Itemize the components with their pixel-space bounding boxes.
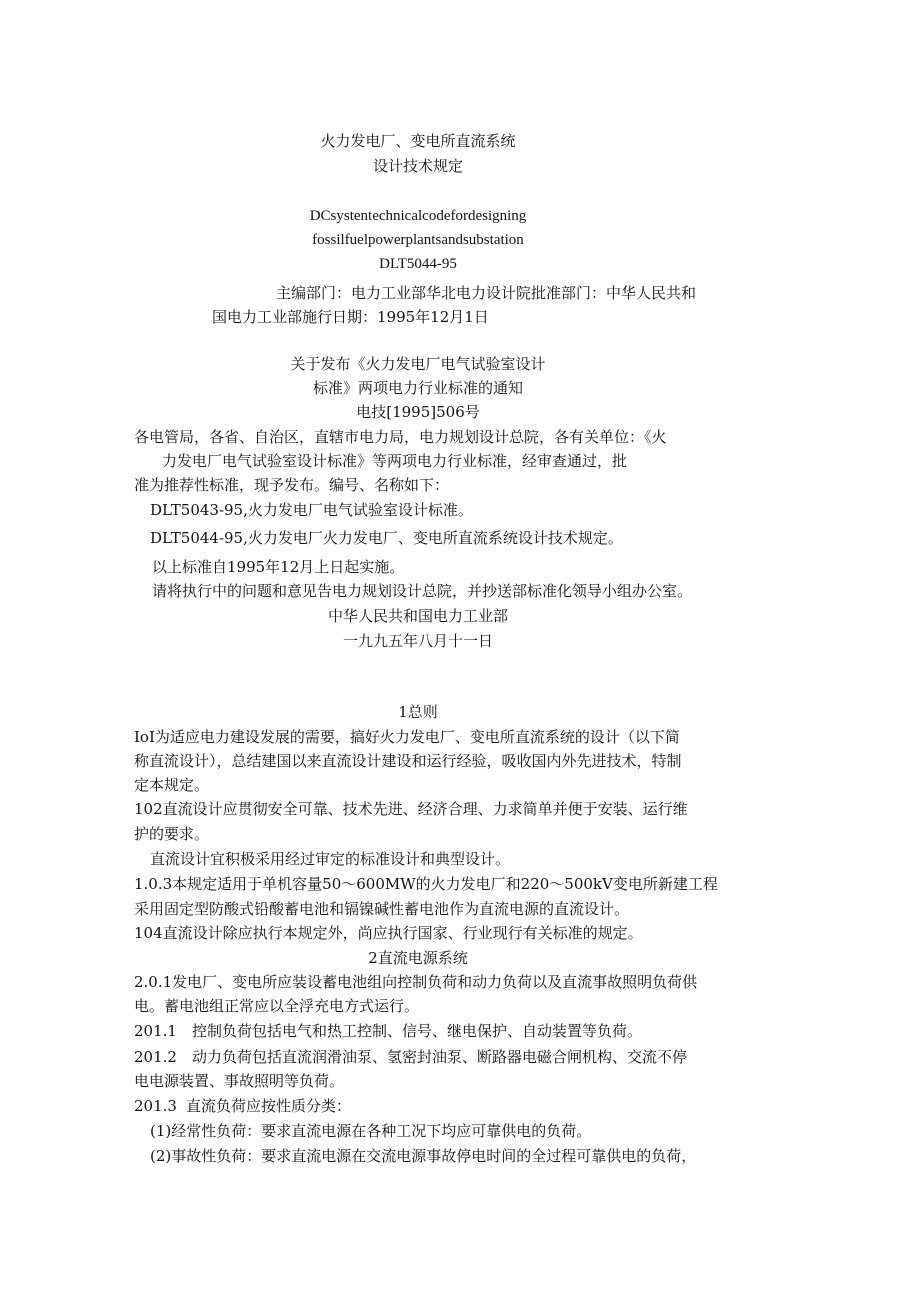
meta-line2: 国电力工业部施行日期：1995年12月1日 (212, 308, 489, 326)
notice-title-line2: 标准》两项电力行业标准的通知 (312, 379, 523, 397)
clause-102-line3: 直流设计宜积极采用经过审定的标准设计和典型设计。 (150, 850, 511, 868)
notice-body-line1: 各电管局，各省、自治区，直辖市电力局，电力规划设计总院，各有关单位：《火 (134, 428, 667, 446)
clause-201-line2: 电。蓄电池组正常应以全浮充电方式运行。 (134, 997, 420, 1015)
notice-doc-number: 电技[1995]506号 (356, 403, 480, 421)
doc-title-english-line2: fossilfuelpowerplantsandsubstation (312, 232, 524, 248)
notice-effective-date: 以上标准自1995年12月上日起实施。 (152, 558, 405, 576)
clause-2012-number: 201.2 (134, 1048, 177, 1066)
doc-code: DLT5044-95 (379, 256, 457, 272)
clause-103-line1: 1.0.3本规定适用于单机容量50～600MW的火力发电厂和220～500kV变电所新建工程 (134, 875, 718, 893)
clause-2012-text-line1: 动力负荷包括直流润滑油泵、氢密封油泵、断路器电磁合闸机构、交流不停 (192, 1048, 688, 1066)
clause-101-line3: 定本规定。 (134, 776, 210, 794)
clause-2011-text: 控制负荷包括电气和热工控制、信号、继电保护、自动装置等负荷。 (192, 1022, 643, 1040)
clause-2011-number: 201.1 (134, 1022, 177, 1040)
clause-2013-text: 直流负荷应按性质分类： (186, 1097, 352, 1115)
clause-101-line2: 称直流设计），总结建国以来直流设计建设和运行经验，吸收国内外先进技术，特制 (134, 752, 682, 770)
clause-101-line1: IoI为适应电力建设发展的需要，搞好火力发电厂、变电所直流系统的设计（以下简 (134, 728, 680, 746)
notice-request: 请将执行中的问题和意见告电力规划设计总院，并抄送部标准化领导小组办公室。 (152, 582, 693, 600)
clause-103-line2: 采用固定型防酸式铅酸蓄电池和镉镍碱性蓄电池作为直流电源的直流设计。 (134, 900, 630, 918)
notice-issuer: 中华人民共和国电力工业部 (327, 607, 508, 625)
notice-date: 一九九五年八月十一日 (342, 632, 493, 650)
notice-item2: DLT5044-95,火力发电厂火力发电厂、变电所直流系统设计技术规定。 (150, 529, 623, 547)
doc-title-english-line1: DCsystentechnicalcodefordesigning (309, 208, 527, 224)
clause-2012-text-line2: 电电源装置、事故照明等负荷。 (134, 1072, 345, 1090)
notice-body-line3: 准为推荐性标准，现予发布。编号、名称如下： (134, 476, 450, 494)
meta-line1: 主编部门：电力工业部华北电力设计院批准部门：中华人民共和 (276, 284, 697, 302)
section1-heading: 1总则 (398, 703, 438, 721)
notice-body-line2: 力发电厂电气试验室设计标准》等两项电力行业标准，经审查通过，批 (162, 452, 628, 470)
load-type-item1: (1)经常性负荷：要求直流电源在各种工况下均应可靠供电的负荷。 (150, 1122, 592, 1140)
clause-2013-number: 201.3 (134, 1097, 177, 1115)
clause-104: 104直流设计除应执行本规定外，尚应执行国家、行业现行有关标准的规定。 (134, 924, 643, 942)
doc-title-line2: 设计技术规定 (372, 157, 463, 175)
section2-heading: 2直流电源系统 (368, 949, 468, 967)
load-type-item2: (2)事故性负荷：要求直流电源在交流电源事故停电时间的全过程可靠供电的负荷， (150, 1147, 697, 1165)
clause-102-line1: 102直流设计应贯彻安全可靠、技术先进、经济合理、力求简单并便于安装、运行维 (134, 800, 688, 818)
notice-title-line1: 关于发布《火力发电厂电气试验室设计 (290, 355, 546, 373)
doc-title-line1: 火力发电厂、变电所直流系统 (320, 132, 516, 150)
clause-201-line1: 2.0.1发电厂、变电所应装设蓄电池组向控制负荷和动力负荷以及直流事故照明负荷供 (134, 973, 698, 991)
clause-102-line2: 护的要求。 (134, 825, 210, 843)
notice-item1: DLT5043-95,火力发电厂电气试验室设计标准。 (150, 501, 473, 519)
